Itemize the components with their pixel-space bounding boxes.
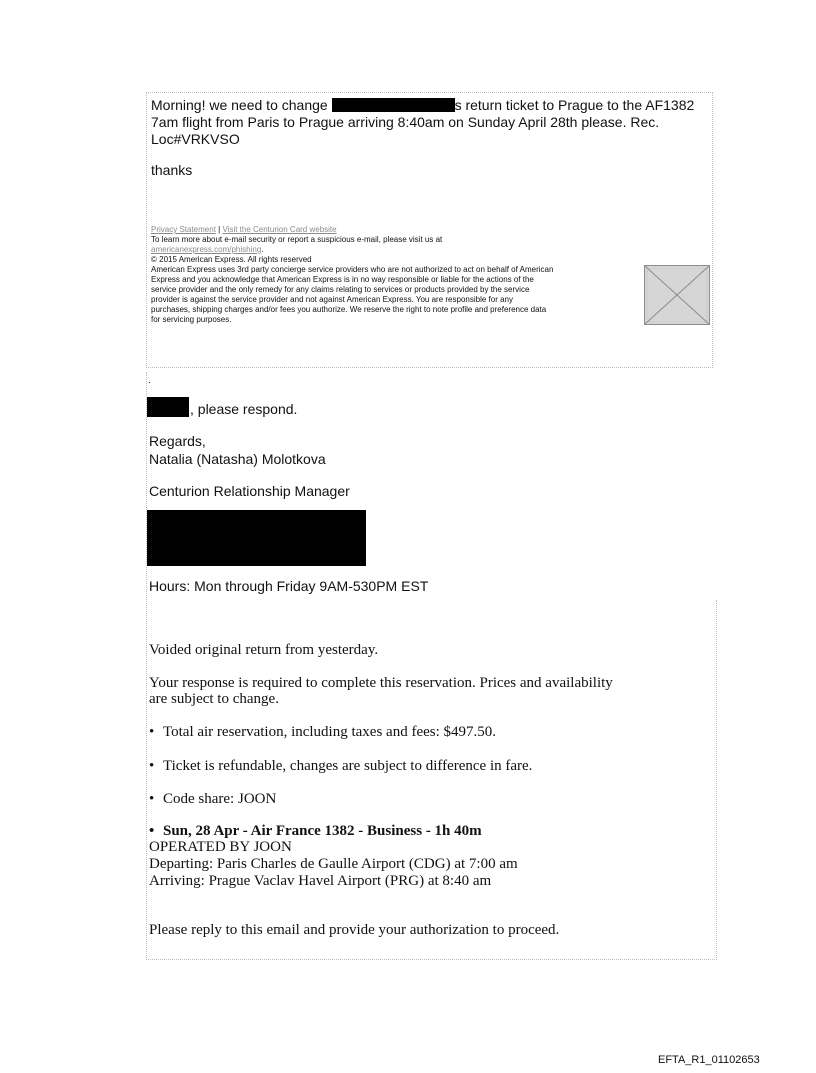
link-separator: | xyxy=(218,225,221,234)
footer-links xyxy=(151,225,337,235)
arriving: Arriving: Prague Vaclav Havel Airport (PRG) at 8:40 am xyxy=(149,873,492,889)
sender-name: Natalia (Natasha) Molotkova xyxy=(149,451,326,467)
disclaimer-line-4: provider is against the service provider and not against American Express. You are responsible for any xyxy=(151,295,513,304)
regards: Regards, xyxy=(149,433,206,449)
disclaimer-line-5: purchases, shipping charges and/or fees you authorize. We reserve the right to note profile and preference data xyxy=(151,305,547,314)
operated-by: OPERATED BY JOON xyxy=(149,839,292,855)
left-border xyxy=(146,372,148,960)
phishing-period: . xyxy=(261,245,264,254)
bottom-border xyxy=(146,959,717,961)
response-required-line-2: are subject to change. xyxy=(149,691,279,707)
right-border xyxy=(716,600,718,960)
list-item xyxy=(149,758,532,775)
bullet-icon: • xyxy=(149,758,155,774)
list-item-text: Code share: JOON xyxy=(163,791,277,807)
bullet-icon: • xyxy=(149,791,155,807)
quote-line1-start: Morning! we need to change xyxy=(151,97,332,113)
quote-line-3: Loc#VRKVSO xyxy=(151,131,240,147)
disclaimer-line-1: American Express uses 3rd party concierge service providers who are not authorized to act on behalf of American xyxy=(151,265,554,274)
bullet-icon: • xyxy=(149,724,155,740)
disclaimer-line-6: for servicing purposes. xyxy=(151,315,232,324)
list-item-text: Ticket is refundable, changes are subject to difference in fare. xyxy=(163,758,533,774)
quote-line1-end: s return ticket to Prague to the AF1382 xyxy=(454,97,695,113)
bullet-icon: • xyxy=(149,823,155,839)
list-item xyxy=(149,724,496,741)
broken-image-placeholder-icon xyxy=(644,265,710,325)
quote-line-2: 7am flight from Paris to Prague arriving 8:40am on Sunday April 28th please. Rec. xyxy=(151,114,660,130)
separator-dot: . xyxy=(148,375,151,386)
list-item-text: Total air reservation, including taxes and fees: $497.50. xyxy=(163,724,497,740)
authorization-request: Please reply to this email and provide your authorization to proceed. xyxy=(149,922,560,938)
redaction-bar xyxy=(332,98,455,112)
phishing-link[interactable]: americanexpress.com/phishing xyxy=(151,245,262,254)
phishing-line xyxy=(151,245,264,255)
list-item xyxy=(149,791,276,808)
office-hours: Hours: Mon through Friday 9AM-530PM EST xyxy=(149,578,429,594)
departing: Departing: Paris Charles de Gaulle Airport (CDG) at 7:00 am xyxy=(149,856,518,872)
centurion-website-link[interactable]: Visit the Centurion Card website xyxy=(222,225,337,234)
sender-title: Centurion Relationship Manager xyxy=(149,483,350,499)
redaction-bar xyxy=(147,397,189,417)
quote-line-1 xyxy=(151,97,694,114)
disclaimer-line-2: Express and you acknowledge that American Express is in no way responsible or liable for the actions of the xyxy=(151,275,534,284)
voided-note: Voided original return from yesterday. xyxy=(149,642,379,658)
copyright: © 2015 American Express. All rights reserved xyxy=(151,255,312,264)
please-respond: , please respond. xyxy=(190,401,298,417)
privacy-statement-link[interactable]: Privacy Statement xyxy=(151,225,216,234)
response-required-line-1: Your response is required to complete this reservation. Prices and availability xyxy=(149,675,613,691)
document-id: EFTA_R1_01102653 xyxy=(658,1054,760,1066)
redaction-block xyxy=(147,510,366,566)
flight-header xyxy=(149,823,482,840)
quote-thanks: thanks xyxy=(151,162,193,178)
flight-header-text: Sun, 28 Apr - Air France 1382 - Business - 1h 40m xyxy=(163,823,482,839)
disclaimer-line-3: service provider and the only remedy for any claims relating to services or products provided by the service xyxy=(151,285,530,294)
security-line: To learn more about e-mail security or report a suspicious e-mail, please visit us at xyxy=(151,235,443,244)
